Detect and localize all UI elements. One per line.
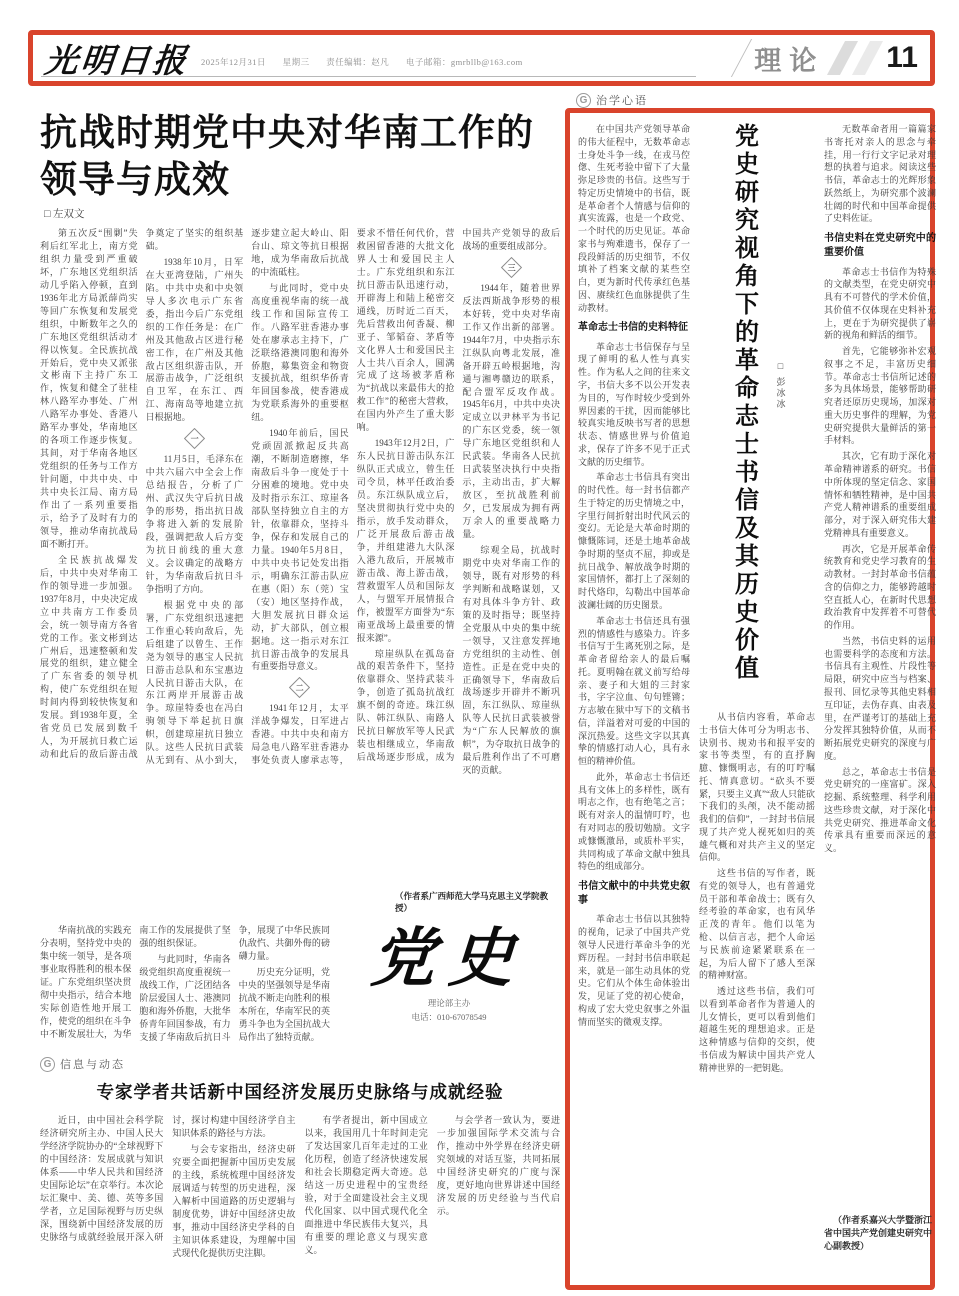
main-article-byline: □ 左双文 [44, 209, 85, 220]
subheading: 革命志士书信的史料特征 [578, 322, 688, 334]
paragraph: 革命志士书信具有突出的时代性。每一封书信都产生于特定的历史情境之中，字里行间折射出时代风云的变幻。无论是大革命时期的慷慨陈词，还是土地革命战争时期的坚贞不屈，抑或是抗日战争、解放战争时期的家国情怀，都打上了深刻的时代烙印，勾勒出中国革命波澜壮阔的历史图景。 [578, 472, 690, 610]
subheading: 书信文献中的中共党史叙事 [578, 881, 690, 907]
weekday-text: 星期三 [282, 57, 310, 67]
page-number: 11 [886, 41, 918, 74]
headline-line-1: 抗战时期党中央对华南工作的 [40, 112, 534, 153]
bottom-article-headline: 专家学者共话新中国经济发展历史脉络与成就经验 [96, 1082, 504, 1102]
paragraph: 1940年前后，国民党顽固派掀起反共高潮，不断制造磨擦，华南敌后斗争一度处于十分困难的境地。党中央及时指示东江、琼崖各部队坚持独立自主的方针，依靠群众，坚持斗争，保存和发展自己的力量。1940年5月8日，中共中央书记处发出指示，明确东江游击队应在惠（阳）东（莞）宝（安）地区坚持作战，大胆发展抗日群众运动，扩大部队，创立根据地。这一指示对东江抗日游击战争的发展具有重要指导意义。 [251, 428, 349, 672]
paragraph: 与此同时，党中央高度重视华南的统一战线工作和国际宣传工作。八路军驻香港办事处在廖承志主持下，广泛联络港澳同胞和海外侨胞，募集资金和物资支援抗战，组织华侨青年回国参战，使香港成为党联系海外的重要枢纽。 [251, 282, 349, 423]
logo-host-line: 理论部主办 [427, 997, 471, 1008]
main-article-body [40, 227, 560, 919]
paragraph: 首先，它能够弥补宏观叙事之不足，丰富历史细节。革命志士书信所记述的多为具体场景，能够帮助研究者还原历史现场，加深对重大历史事件的理解，为党史研究提供大量鲜活的第一手材料。 [824, 346, 936, 446]
paragraph: 在中国共产党领导革命的伟大征程中，无数革命志士身处斗争一线，在戎马倥偬、生死考验中留下了大量弥足珍贵的书信。这些写于特定历史情境中的书信，既是革命者个人情感与信仰的真实流露，也是一个政党、一个时代的历史见证。革命家书与殉难遗书，保存了一段段鲜活的历史细节，不仅填补了档案文献的某些空白，更为新时代传承红色基因、赓续红色血脉提供了生动教材。 [578, 124, 690, 313]
dateline [201, 56, 537, 68]
side-article-column-2-text [699, 711, 815, 1275]
main-article-continuation [40, 924, 330, 1052]
side-article-headline: 党史研究视角下的革命志士书信及其历史价值 [730, 123, 758, 683]
highlighted-article-box [565, 108, 935, 1290]
paragraph: 1941年12月，太平洋战争爆发，日军进占香港。中共中央和南方局急电八路军驻香港办事处负责人廖承志等，要求不惜任何代价，营救困留香港的大批文化界人士和爱国民主人士。广东党组织和东江抗日游击队迅速行动，开辟海上和陆上秘密交通线，历时近二百天，先后营救出何香凝、柳亚子、邹韬奋、茅盾等文化界人士和爱国民主人士共八百余人，圆满完成了这场被茅盾称为“抗战以来最伟大的抢救工作”的秘密大营救，在国内外产生了重大影响。 [251, 228, 455, 766]
paragraph: 革命志士书信作为特殊的文献类型，在党史研究中具有不可替代的学术价值，其价值不仅体现在史料补充上，更在于为研究提供了崭新的视角和鲜活的细节。 [824, 266, 936, 341]
main-article-attribution: （作者系广西师范大学马克思主义学院教授） [395, 888, 560, 916]
paragraph: 1943年12月2日，广东人民抗日游击队东江纵队正式成立，曾生任司令员，林平任政治委员。东江纵队成立后，坚决贯彻执行党中央的指示，放手发动群众，广泛开展敌后游击战争，并组建港九大队深入港九敌后，开展城市游击战、海上游击战，营救盟军人员和国际友人，与盟军开展情报合作，被盟军方面誉为“东南亚战场上最重要的情报来源”。 [356, 438, 455, 643]
side-kicker-label: 治学心语 [596, 95, 648, 107]
side-article-column-3 [824, 123, 936, 1275]
paragraph: 根据党中央的部署，广东党组织迅速把工作重心转向敌后，先后组建了以曾生、王作尧为领导的惠宝人民抗日游击总队和东宝惠边人民抗日游击大队，在东江两岸开展游击战争。琼崖特委也在冯白驹领导下举起抗日旗帜，创建琼崖抗日独立队。这些人民抗日武装从无到有、从小到大，逐步建立起大岭山、阳台山、琼文等抗日根据地，成为华南敌后抗战的中流砥柱。 [145, 228, 349, 766]
side-article-column-1 [578, 123, 690, 1275]
bottom-kicker-label: 信息与动态 [60, 1059, 125, 1071]
paragraph: 再次，它是开展革命传统教育和党史学习教育的生动教材。一封封革命书信蕴含的信仰之力，能够跨越时空直抵人心，在新时代思想政治教育中发挥着不可替代的作用。 [824, 543, 936, 631]
column-logo-icon: G [576, 93, 591, 108]
section-tab [741, 35, 924, 81]
subheading: 书信史料在党史研究中的重要价值 [824, 233, 936, 259]
slash-decoration [852, 41, 883, 75]
paragraph: 1938年10月，日军在大亚湾登陆，广州失陷。中共中央和中央领导人多次电示广东省委，指出今后广东党组织的工作任务是：在广州及其他敌占区进行秘密工作，在广州及其他敌占区组织游击队，开展游击战争，广泛组织自卫军，在东江、西江、海南岛等地建立抗日根据地。 [145, 256, 244, 423]
section-divider: 三 [462, 260, 560, 275]
paragraph: 从书信内容看，革命志士书信大体可分为明志书、诀别书、规劝书和报平安的家书等类型，有的直抒胸臆、慷慨明志，有的叮咛嘱托、情真意切。“砍头不要紧，只要主义真”“敌人只能砍下我们的头颅，决不能动摇我们的信仰”，一封封书信展现了共产党人视死如归的英雄气概和对共产主义的坚定信仰。 [699, 712, 815, 863]
paragraph: 全民族抗战爆发后，中共中央对华南工作的领导进一步加强。1937年8月，中央决定成立中共南方工作委员会，统一领导南方各省党的工作。张文彬到达广州后，迅速整顿和发展党的组织，建立健全了广东省委的领导机构，使广东党组织在短时间内得到较快恢复和发展。到1938年夏，全省党员已发展到数千人，为开展抗日救亡运动和此后的敌后游击战争奠定了坚实的组织基础。 [40, 228, 244, 760]
paragraph: 11月5日，毛泽东在中共六届六中全会上作总结报告，分析了广州、武汉失守后抗日战争的形势，指出抗日战争将进入新的发展阶段，强调把敌人后方变为抗日前线的重大意义。会议确定的战略方针，为华南敌后抗日斗争指明了方向。 [145, 454, 244, 594]
paragraph: 革命志士书信保存与呈现了鲜明的私人性与真实性。作为私人之间的往来文字，书信大多不以公开发表为目的，写作时较少受到外界因素的干扰，因而能够比较真实地反映书写者的思想状态、情感世界与价值追求，保存了许多不见于正式文献的历史细节。 [578, 341, 690, 467]
header-rule [41, 76, 696, 77]
paragraph: 历史充分证明，党中央的坚强领导是华南抗战不断走向胜利的根本所在，华南军民的英勇斗争也为全国抗战大局作出了独特贡献。 [238, 966, 330, 1042]
section-divider: 二 [251, 680, 349, 695]
paragraph: 1944年，随着世界反法西斯战争形势的根本好转，党中央对华南工作又作出新的部署。1944年7月，中央指示东江纵队向粤北发展，准备开辟五岭根据地，沟通与湘粤赣边的联系，配合盟军反攻作战。1945年6月，中共中央决定成立以尹林平为书记的广东区党委，统一领导广东地区党组织和人民武装。华南各人民抗日武装坚决执行中央指示，主动出击，扩大解放区，至抗战胜利前夕，已发展成为拥有两万余人的重要战略力量。 [462, 282, 560, 540]
section-divider: 一 [146, 431, 244, 446]
paragraph: 与此同时，华南各级党组织高度重视统一战线工作，广泛团结各阶层爱国人士、港澳同胞和海外侨胞，大批华侨青年回国参战，有力支援了华南敌后抗日斗争，展现了中华民族同仇敌忾、共御外侮的磅礴力量。 [139, 925, 330, 1042]
headline-line-2: 领导与成效 [40, 158, 230, 200]
side-article-byline: □ 彭冰冰 [775, 361, 786, 411]
masthead-banner [28, 30, 935, 86]
section-name: 理论 [754, 45, 825, 76]
side-article-column-3-text [824, 123, 936, 1211]
newspaper-title: 光明日报 [42, 41, 191, 80]
slash-decoration [731, 39, 752, 77]
paragraph: 与会专家指出，经济史研究要全面把握新中国历史发展的主线，系统梳理中国经济发展调适与转型的历史进程，深入解析中国道路的历史逻辑与制度优势，讲好中国经济史故事，推动中国经济史学科的自主知识体系建设，为理解中国式现代化提供历史注脚。 [172, 1144, 296, 1259]
highlighted-article-content [570, 113, 936, 1285]
email-text: 电子邮箱：gmrbllb@163.com [405, 57, 523, 67]
paragraph: 第五次反“围剿”失利后红军北上，南方党组织力量受到严重破坏，广东地区党组织活动几乎陷入停顿，直到1936年北方局派薛尚实等回广东恢复和发展党组织，中断数年之久的广东地区党组织活动才得以恢复。全民族抗战开始后，党中央又派张文彬南下主持广东工作，恢复和健全了驻桂林八路军办事处、广州八路军办事处、香港八路军办事处，华南地区的各项工作逐步恢复。其间，对于华南各地区党组织的任务与工作方针问题，中共中央、中共中央长江局、南方局作出了一系列重要指示，给予了及时有力的领导，推动华南抗战局面不断打开。 [40, 228, 138, 549]
column-logo-icon: G [40, 1057, 55, 1072]
paragraph: 综观全局，抗战时期党中央对华南工作的领导，既有对形势的科学判断和战略谋划，又有对具体斗争方针、政策的及时指导；既坚持全党服从中央的集中统一领导，又注意发挥地方党组织的主动性、创造性。正是在党中央的正确领导下，华南敌后战场逐步开辟并不断巩固，东江纵队、琼崖纵队等人民抗日武装被誉为“广东人民解放的旗帜”，为夺取抗日战争的最后胜利作出了不可磨灭的贡献。 [462, 544, 560, 776]
main-article-headline [40, 110, 570, 203]
paragraph: 此外，革命志士书信还具有文体上的多样性，既有明志之作，也有绝笔之言；既有对亲人的温情叮咛，也有对同志的殷切勉励。文字或慷慨激昂，或质朴平实，共同构成了革命文献中独具特色的组成部分。 [578, 771, 690, 872]
paragraph: 其次，它有助于深化对革命精神谱系的研究。书信中所体现的坚定信念、家国情怀和牺牲精神，是中国共产党人精神谱系的重要组成部分，对于深入研究伟大建党精神具有重要意义。 [824, 451, 936, 538]
editor-text: 责任编辑：赵凡 [326, 57, 390, 67]
paragraph: 革命志士书信以其独特的视角，记录了中国共产党领导人民进行革命斗争的光辉历程。一封封书信串联起来，就是一部生动具体的党史。它们从个体生命体验出发，见证了党的初心使命，构成了宏大党史叙事之外温情而坚实的微观支撑。 [578, 914, 690, 1027]
logo-phone-line: 电话：010-67078549 [411, 1012, 487, 1023]
party-history-calligraphy: 党史 [368, 921, 530, 996]
paragraph: 总之，革命志士书信是党史研究的一座富矿。深入挖掘、系统整理、科学利用这些珍贵文献，对于深化中共党史研究、推进革命文化传承具有重要而深远的意义。 [824, 766, 936, 854]
paragraph: 华南抗战的实践充分表明，坚持党中央的集中统一领导，是各项事业取得胜利的根本保证。广东党组织坚决贯彻中央指示，结合本地实际创造性地开展工作，使党的组织在斗争中不断发展壮大，为华南工作的发展提供了坚强的组织保证。 [40, 925, 231, 1039]
paragraph: 有学者提出，新中国成立以来，我国用几十年时间走完了发达国家几百年走过的工业化历程，创造了经济快速发展和社会长期稳定两大奇迹。总结这一历史进程中的宝贵经验，对于全面建设社会主义现代化国家、以中国式现代化全面推进中华民族伟大复兴，具有重要的理论意义与现实意义。 [304, 1115, 428, 1256]
paragraph: 无数革命者用一篇篇家书寄托对亲人的思念与牵挂，用一行行文字记录对理想的执着与追求。阅读这些书信，革命志士的光辉形象跃然纸上，为研究那个波澜壮阔的时代和中国革命提供了史料佐证。 [824, 124, 936, 224]
date-text: 2025年12月31日 [201, 57, 267, 67]
vertical-title-block [699, 123, 815, 711]
party-history-logo-block [338, 922, 560, 1052]
bottom-article-body [40, 1114, 560, 1290]
side-section-kicker [576, 92, 648, 108]
paragraph: 当然，书信史料的运用也需要科学的态度和方法。书信具有主观性、片段性等局限，研究中应当与档案、报刊、回忆录等其他史料相互印证，去伪存真、由表及里，在严谨考订的基础上充分发挥其独特价值，从而不断拓展党史研究的深度与广度。 [824, 635, 936, 761]
side-article-attribution: （作者系嘉兴大学暨浙江省中国共产党创建史研究中心副教授） [824, 1215, 933, 1251]
paragraph: 琼崖纵队在孤岛奋战的艰苦条件下，坚持依靠群众、坚持武装斗争，创造了孤岛抗战红旗不倒的奇迹。珠江纵队、韩江纵队、南路人民抗日解放军等人民武装也相继成立，华南敌后战场逐步形成，成为中国共产党领导的敌后战场的重要组成部分。 [356, 228, 560, 763]
bottom-section-kicker [40, 1056, 125, 1072]
paragraph: 透过这些书信，我们可以看到革命者作为普通人的儿女情长，更可以看到他们超越生死的理想追求。正是这种情感与信仰的交织，使书信成为解读中国共产党人精神世界的一把钥匙。 [699, 986, 815, 1073]
paragraph: 这些书信的写作者，既有党的领导人，也有普通党员干部和革命战士；既有久经考验的革命家，也有风华正茂的青年。他们以笔为枪、以信言志，把个人命运与民族前途紧紧联系在一起，为后人留下了感人至深的精神财富。 [699, 868, 815, 981]
paragraph: 近日，由中国社会科学院经济研究所主办、中国人民大学经济学院协办的“全球视野下的中国经济：发展成就与知识体系——中华人民共和国经济史国际论坛”在京举行。本次论坛汇聚中、美、德、英等多国学者，立足国际视野与历史纵深，围绕新中国经济发展的历史脉络与成就经验展开深入研讨，探讨构建中国经济学自主知识体系的路径与方法。 [40, 1115, 296, 1243]
paragraph: 革命志士书信还具有强烈的情感性与感染力。许多书信写于生离死别之际，是革命者留给亲人的最后嘱托。夏明翰在就义前写给母亲、妻子和大姐的三封家书，字字泣血、句句铿锵；方志敏在狱中写下的文稿书信，洋溢着对可爱的中国的深沉热爱。这些文字以其真挚的情感打动人心，具有永恒的精神价值。 [578, 615, 690, 767]
paragraph: 与会学者一致认为，要进一步加强国际学术交流与合作，推动中外学界在经济史研究领域的对话互鉴，共同拓展中国经济史研究的广度与深度，更好地向世界讲述中国经济发展的历史经验与当代启示。 [436, 1115, 560, 1217]
side-article-column-2 [699, 123, 815, 1275]
